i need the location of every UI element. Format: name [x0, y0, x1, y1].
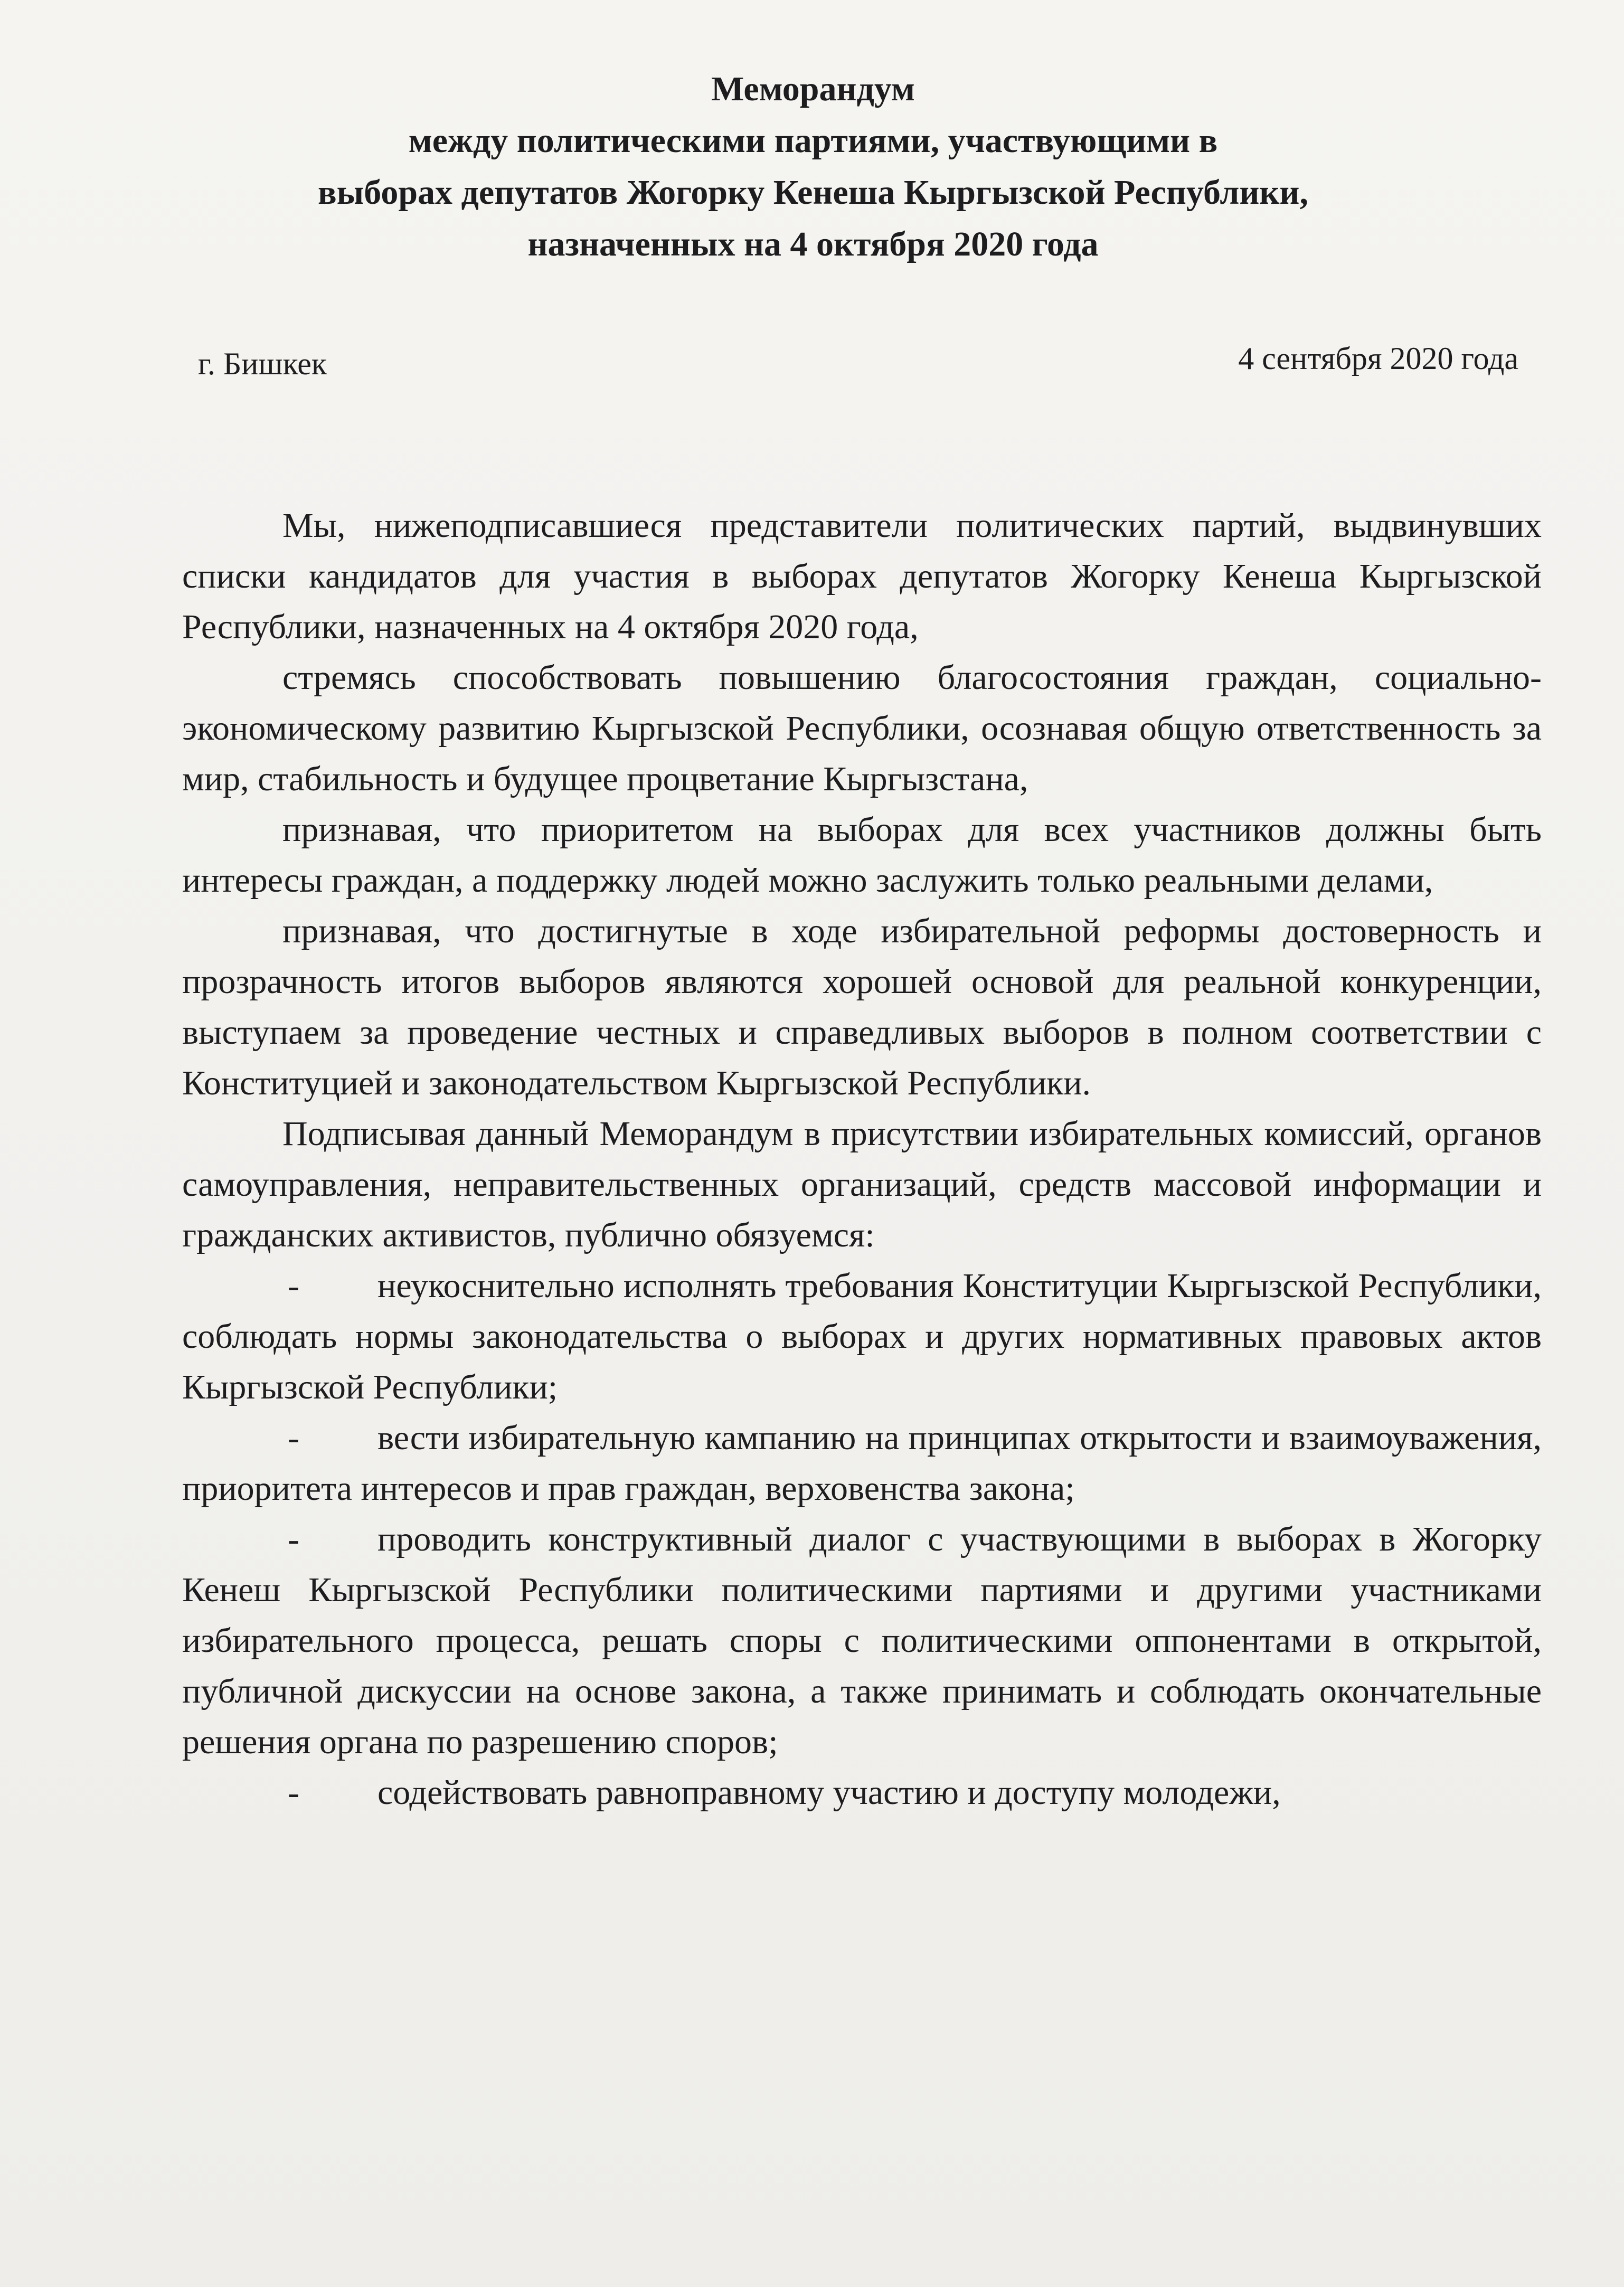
list-item-text: неукоснительно исполнять требования Конституции Кыргызской Республики, соблюдать нормы законодательства о выборах и других нормативных правовых актов Кыргызской Республики; [182, 1267, 1542, 1406]
title-line-2: между политическими партиями, участвующими в [408, 121, 1218, 160]
list-item-text: вести избирательную кампанию на принципах открытости и взаимоуважения, приоритета интересов и прав граждан, верховенства закона; [182, 1419, 1542, 1508]
list-dash: - [288, 1520, 299, 1558]
list-dash: - [288, 1773, 299, 1812]
list-item [182, 1768, 1542, 1818]
list-item [182, 1261, 1542, 1413]
date-of-signing: 4 сентября 2020 года [1238, 341, 1518, 376]
paragraph-commitment-intro: Подписывая данный Меморандум в присутствии избирательных комиссий, органов самоуправления, неправительственных организаций, средств массовой информации и гражданских активистов, публично обязуемся: [182, 1114, 1542, 1254]
list-item [182, 1514, 1542, 1768]
paragraph-preamble: Мы, нижеподписавшиеся представители политических партий, выдвинувших списки кандидатов для участия в выборах депутатов Жогорку Кенеша Кыргызской Республики, назначенных на 4 октября 2020 года, [182, 506, 1542, 646]
place-of-signing: г. Бишкек [198, 346, 327, 381]
list-item-text: проводить конструктивный диалог с участвующими в выборах в Жогорку Кенеш Кыргызской Республики политическими партиями и другими участниками избирательного процесса, решать споры с политическими оппонентами в открытой, публичной дискуссии на основе закона, а также принимать и соблюдать окончательные решения органа по разрешению споров; [182, 1520, 1542, 1761]
list-item [182, 1413, 1542, 1514]
list-dash: - [288, 1267, 299, 1305]
paragraph-recognizing-priority: признавая, что приоритетом на выборах для всех участников должны быть интересы граждан, а поддержку людей можно заслужить только реальными делами, [182, 810, 1542, 900]
title-line-3: выборах депутатов Жогорку Кенеша Кыргызской Республики, [318, 173, 1308, 212]
list-item-text: содействовать равноправному участию и доступу молодежи, [377, 1773, 1281, 1812]
title-line-4: назначенных на 4 октября 2020 года [527, 225, 1099, 263]
list-dash: - [288, 1419, 299, 1457]
document-body [182, 500, 1542, 1818]
document-title [158, 63, 1468, 270]
paragraph-recognizing-reform: признавая, что достигнутые в ходе избирательной реформы достоверность и прозрачность итогов выборов являются хорошей основой для реальной конкуренции, выступаем за проведение честных и справедливых выборов в полном соответствии с Конституцией и законодательством Кыргызской Республики. [182, 912, 1542, 1102]
title-line-1: Меморандум [711, 70, 915, 108]
paragraph-aspiring: стремясь способствовать повышению благосостояния граждан, социально-экономическому развитию Кыргызской Республики, осознавая общую ответственность за мир, стабильность и будущее процветание Кыргызстана, [182, 658, 1542, 798]
